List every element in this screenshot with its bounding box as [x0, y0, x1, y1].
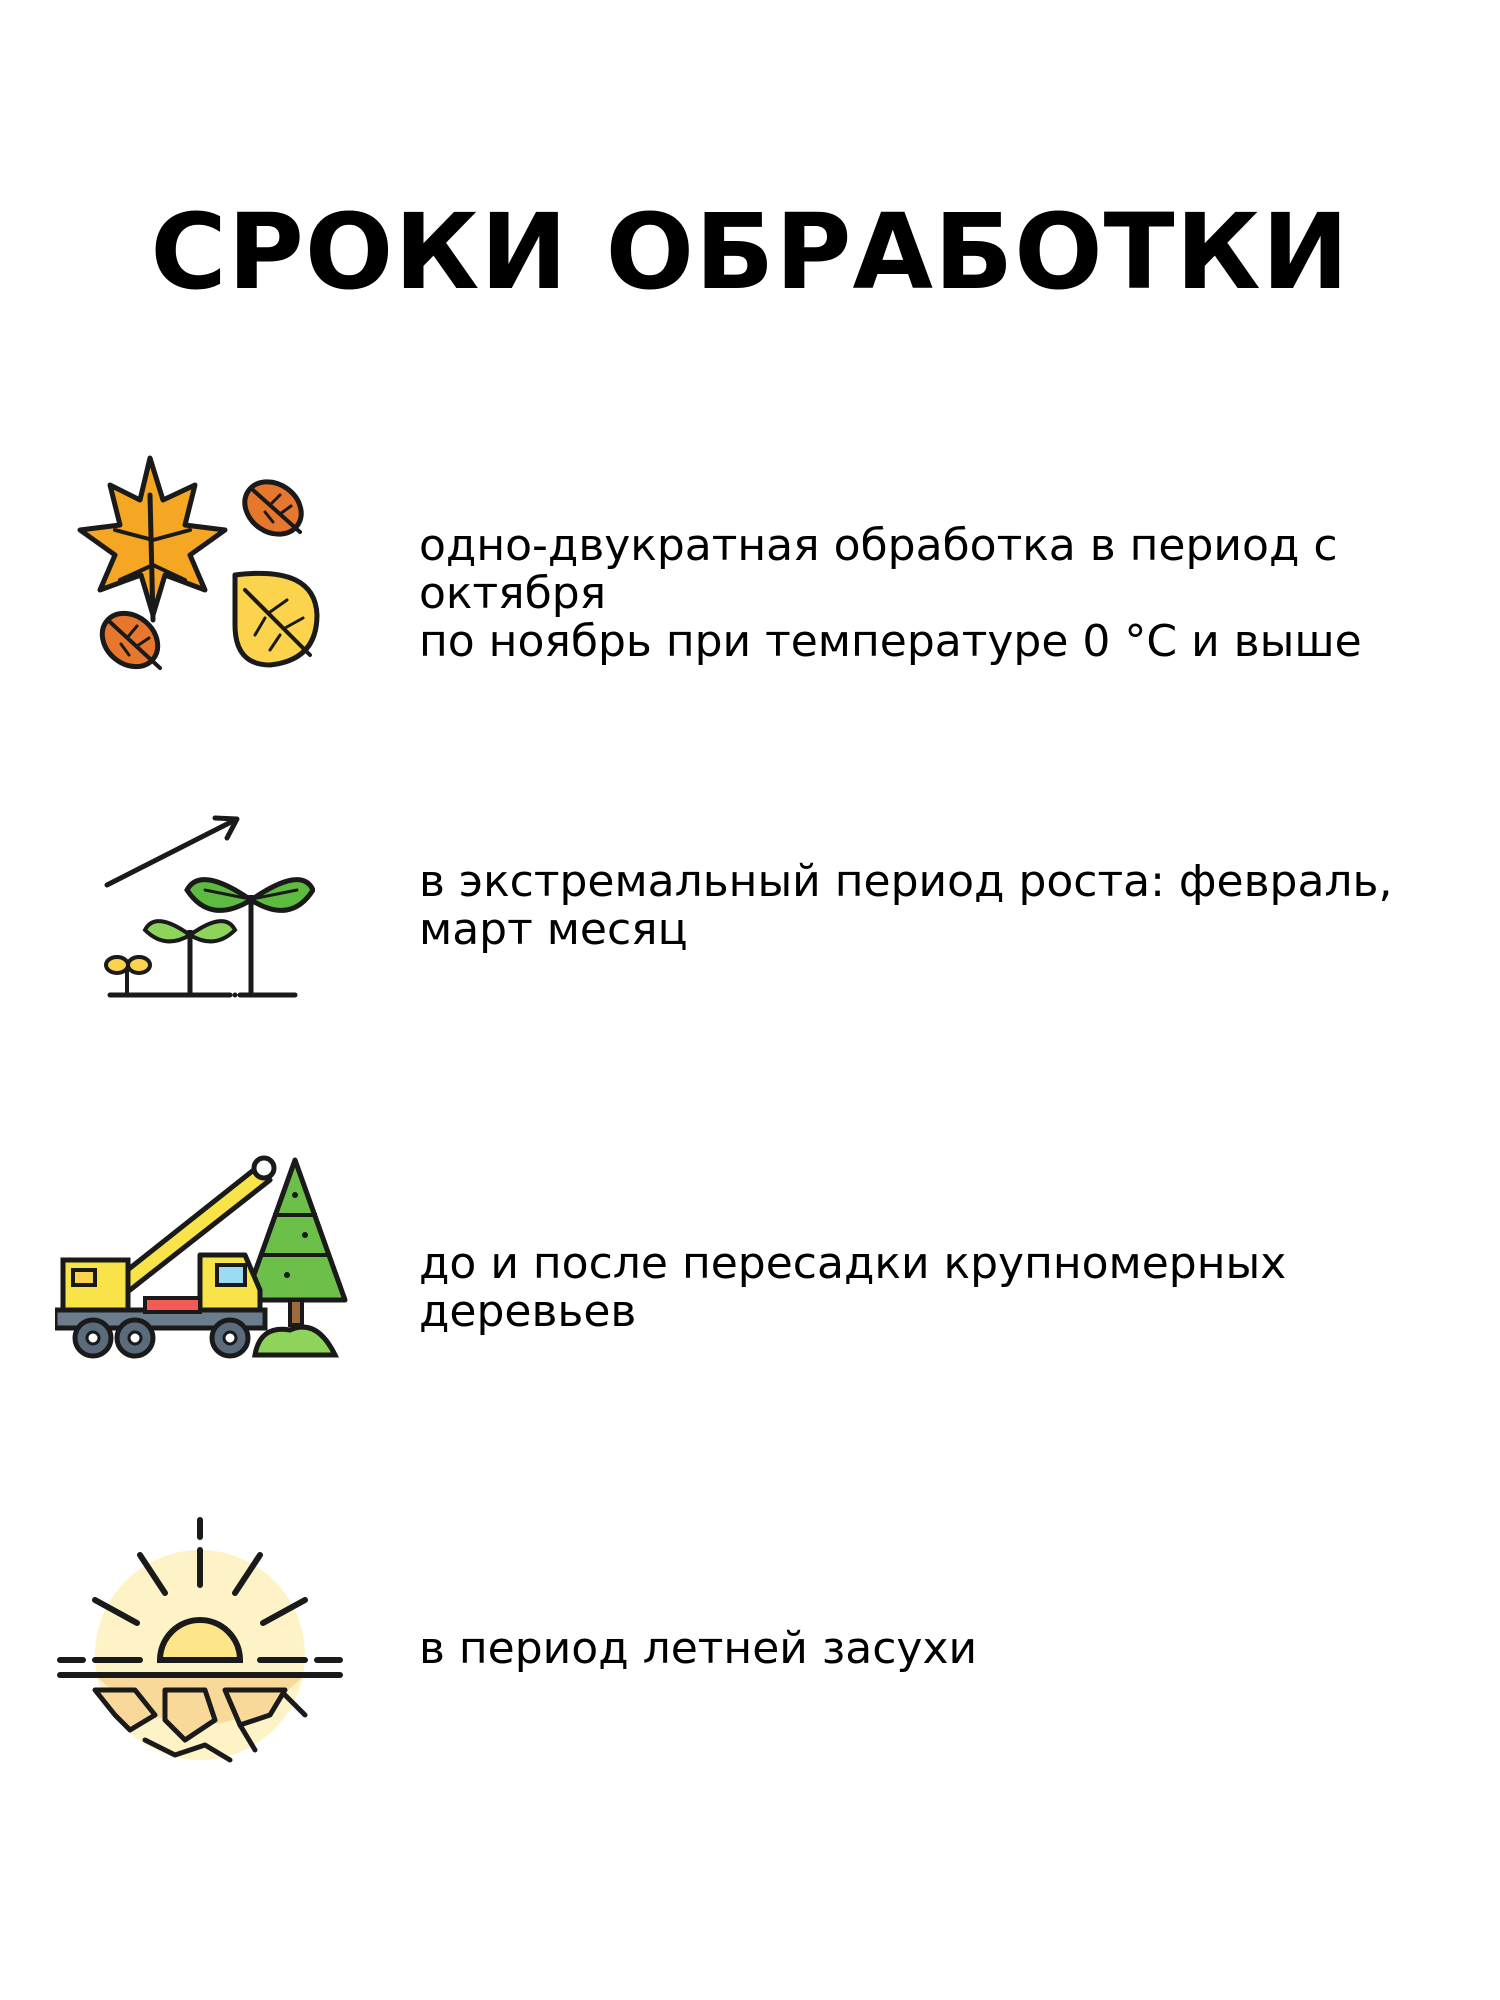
item-text: в период летней засухи: [419, 1623, 978, 1674]
plant-growth-icon: [55, 810, 315, 1010]
sunset-drought-icon: [55, 1515, 345, 1775]
autumn-leaves-icon: [55, 450, 335, 690]
item-text: одно-двукратная обработка в период с октября по ноябрь при температуре 0 °С и выше: [419, 520, 1362, 667]
item-text: в экстремальный период роста: февраль, март месяц: [419, 856, 1393, 955]
crane-tree-icon: [55, 1140, 355, 1370]
item-text: до и после пересадки крупномерных деревьев: [419, 1238, 1287, 1337]
page-title: СРОКИ ОБРАБОТКИ: [150, 191, 1350, 313]
